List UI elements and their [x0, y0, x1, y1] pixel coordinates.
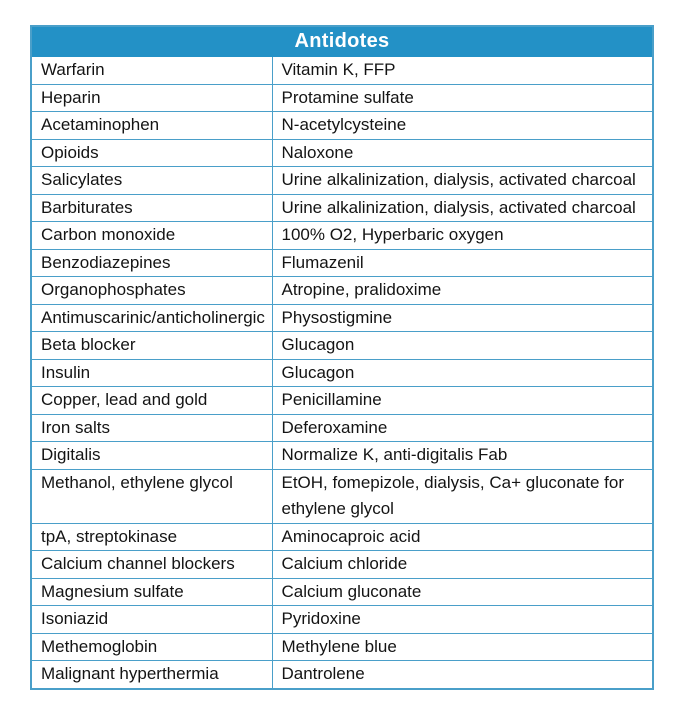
table-row: [31, 304, 653, 332]
table-row: [31, 633, 653, 661]
toxin-cell: Calcium channel blockers: [31, 551, 272, 579]
toxin-cell: Methemoglobin: [31, 633, 272, 661]
antidote-cell: EtOH, fomepizole, dialysis, Ca+ gluconate for ethylene glycol: [272, 469, 653, 523]
table-row: [31, 606, 653, 634]
antidote-cell: Aminocaproic acid: [272, 523, 653, 551]
table-row: [31, 578, 653, 606]
table-row: [31, 387, 653, 415]
toxin-cell: Heparin: [31, 84, 272, 112]
antidote-cell: Pyridoxine: [272, 606, 653, 634]
table-title: Antidotes: [31, 26, 653, 57]
antidote-cell: Urine alkalinization, dialysis, activated charcoal: [272, 194, 653, 222]
antidote-cell: Dantrolene: [272, 661, 653, 689]
table-row: [31, 167, 653, 195]
table-row: [31, 332, 653, 360]
toxin-cell: Malignant hyperthermia: [31, 661, 272, 689]
toxin-cell: Insulin: [31, 359, 272, 387]
table-row: [31, 84, 653, 112]
toxin-cell: Warfarin: [31, 57, 272, 85]
toxin-cell: tpA, streptokinase: [31, 523, 272, 551]
toxin-cell: Iron salts: [31, 414, 272, 442]
antidote-cell: Glucagon: [272, 332, 653, 360]
table-row: [31, 139, 653, 167]
toxin-cell: Acetaminophen: [31, 112, 272, 140]
toxin-cell: Magnesium sulfate: [31, 578, 272, 606]
toxin-cell: Copper, lead and gold: [31, 387, 272, 415]
antidote-cell: N-acetylcysteine: [272, 112, 653, 140]
antidote-cell: Flumazenil: [272, 249, 653, 277]
toxin-cell: Opioids: [31, 139, 272, 167]
antidote-cell: Vitamin K, FFP: [272, 57, 653, 85]
antidote-cell: Physostigmine: [272, 304, 653, 332]
table-row: [31, 249, 653, 277]
antidote-cell: Normalize K, anti-digitalis Fab: [272, 442, 653, 470]
toxin-cell: Organophosphates: [31, 277, 272, 305]
table-row: [31, 469, 653, 523]
antidote-cell: Calcium chloride: [272, 551, 653, 579]
table-row: [31, 551, 653, 579]
toxin-cell: Digitalis: [31, 442, 272, 470]
toxin-cell: Antimuscarinic/anticholinergic: [31, 304, 272, 332]
toxin-cell: Carbon monoxide: [31, 222, 272, 250]
antidotes-table-container: [30, 25, 652, 690]
table-row: [31, 523, 653, 551]
toxin-cell: Barbiturates: [31, 194, 272, 222]
table-row: [31, 359, 653, 387]
table-row: [31, 414, 653, 442]
toxin-cell: Isoniazid: [31, 606, 272, 634]
table-row: [31, 661, 653, 689]
table-row: [31, 277, 653, 305]
antidote-cell: Protamine sulfate: [272, 84, 653, 112]
antidotes-table: [30, 25, 654, 690]
toxin-cell: Salicylates: [31, 167, 272, 195]
antidote-cell: Atropine, pralidoxime: [272, 277, 653, 305]
toxin-cell: Benzodiazepines: [31, 249, 272, 277]
antidote-cell: Urine alkalinization, dialysis, activated charcoal: [272, 167, 653, 195]
table-row: [31, 442, 653, 470]
antidote-cell: Naloxone: [272, 139, 653, 167]
table-row: [31, 222, 653, 250]
table-header-row: [31, 26, 653, 57]
antidote-cell: 100% O2, Hyperbaric oxygen: [272, 222, 653, 250]
toxin-cell: Methanol, ethylene glycol: [31, 469, 272, 523]
antidote-cell: Glucagon: [272, 359, 653, 387]
antidote-cell: Deferoxamine: [272, 414, 653, 442]
table-row: [31, 194, 653, 222]
antidote-cell: Calcium gluconate: [272, 578, 653, 606]
antidote-cell: Methylene blue: [272, 633, 653, 661]
antidote-cell: Penicillamine: [272, 387, 653, 415]
toxin-cell: Beta blocker: [31, 332, 272, 360]
table-row: [31, 57, 653, 85]
table-row: [31, 112, 653, 140]
